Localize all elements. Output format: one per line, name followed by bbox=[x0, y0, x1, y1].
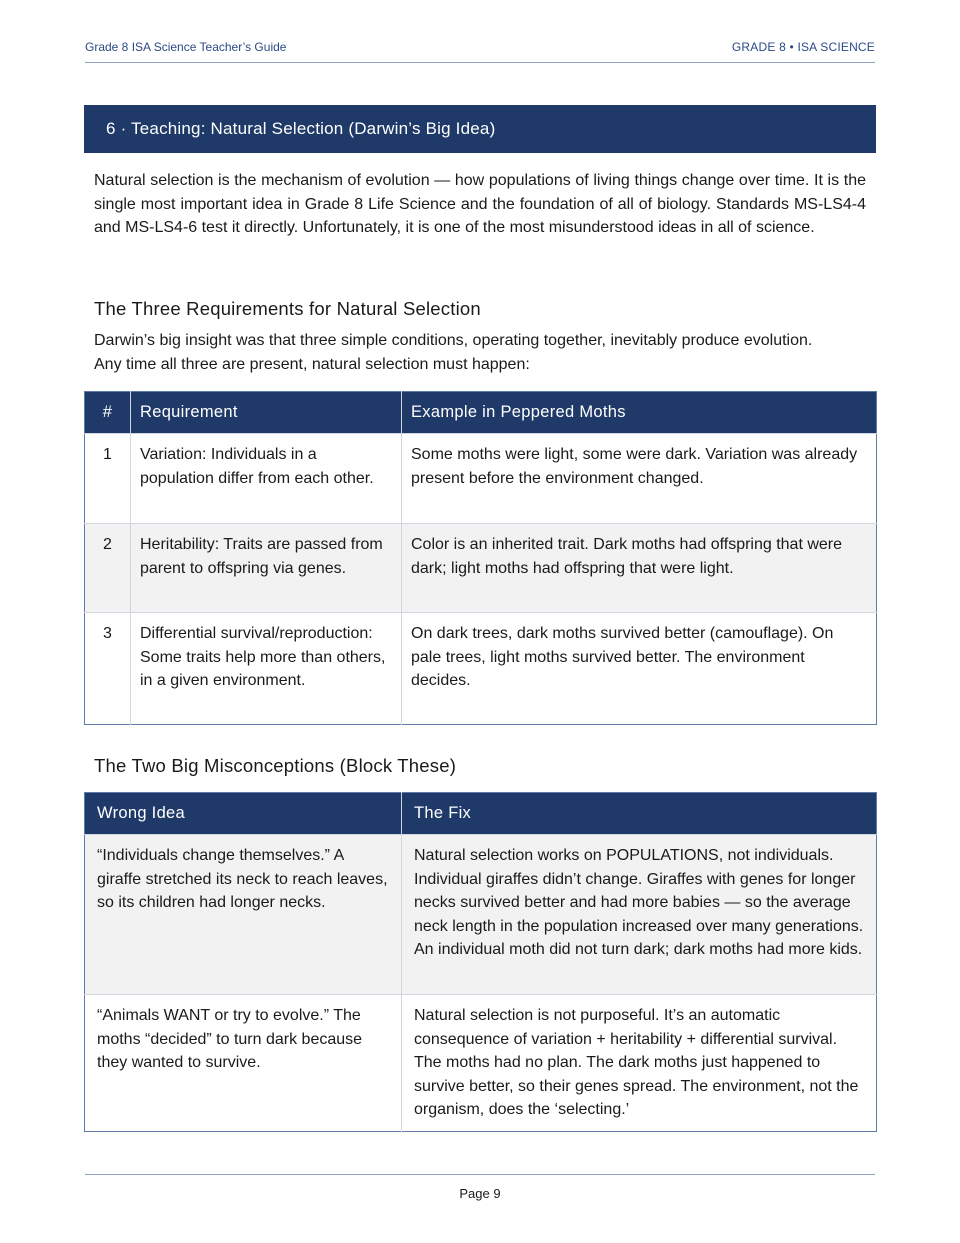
requirements-intro: Darwin’s big insight was that three simple conditions, operating together, inevitably produce evolution. Any time all three are present, natural selection must happen: bbox=[94, 332, 813, 373]
column-header-requirement: Requirement bbox=[131, 392, 402, 434]
example-cell: Color is an inherited trait. Dark moths had offspring that were dark; light moths had offspring that were light. bbox=[402, 524, 877, 613]
row-number: 1 bbox=[85, 434, 131, 524]
column-header-number: # bbox=[85, 392, 131, 434]
misconceptions-table bbox=[84, 792, 877, 1132]
example-cell: On dark trees, dark moths survived better (camouflage). On pale trees, light moths survived better. The environment decides. bbox=[402, 613, 877, 725]
column-header-wrong-idea: Wrong Idea bbox=[85, 793, 402, 835]
fix-cell: Natural selection works on POPULATIONS, not individuals. Individual giraffes didn’t change. Giraffes with genes for longer necks survived better and had more babies — so the average neck length in the population increased over many generations. An individual moth did not turn dark; dark moths had more kids. bbox=[402, 835, 877, 995]
page-header bbox=[85, 38, 875, 63]
requirements-heading: The Three Requirements for Natural Selection bbox=[94, 298, 481, 319]
table-header-row bbox=[85, 392, 877, 434]
example-cell: Some moths were light, some were dark. Variation was already present before the environment changed. bbox=[402, 434, 877, 524]
section-title-banner: 6 · Teaching: Natural Selection (Darwin’s Big Idea) bbox=[84, 105, 876, 153]
requirement-cell: Heritability: Traits are passed from parent to offspring via genes. bbox=[131, 524, 402, 613]
requirement-cell: Differential survival/reproduction: Some traits help more than others, in a given environment. bbox=[131, 613, 402, 725]
column-header-example: Example in Peppered Moths bbox=[402, 392, 877, 434]
guide-title: Grade 8 ISA Science Teacher’s Guide bbox=[85, 40, 287, 54]
fix-cell: Natural selection is not purposeful. It’s an automatic consequence of variation + heritability + differential survival. The moths had no plan. The dark moths just happened to survive better, so their genes spread. The environment, not the organism, does the ‘selecting.’ bbox=[402, 995, 877, 1132]
table-row bbox=[85, 434, 877, 524]
table-row bbox=[85, 995, 877, 1132]
intro-paragraph: Natural selection is the mechanism of evolution — how populations of living things change over time. It is the single most important idea in Grade 8 Life Science and the foundation of all of biology. Standards MS-LS4-4 and MS-LS4-6 test it directly. Unfortunately, it is one of the most misunderstood ideas in all of science. bbox=[94, 172, 866, 236]
row-number: 3 bbox=[85, 613, 131, 725]
row-number: 2 bbox=[85, 524, 131, 613]
grade-label: GRADE 8 • ISA SCIENCE bbox=[731, 40, 875, 54]
page-footer bbox=[85, 1174, 875, 1201]
table-row bbox=[85, 613, 877, 725]
misconceptions-heading: The Two Big Misconceptions (Block These) bbox=[94, 755, 457, 776]
table-row bbox=[85, 835, 877, 995]
wrong-idea-cell: “Animals WANT or try to evolve.” The moths “decided” to turn dark because they wanted to survive. bbox=[85, 995, 402, 1132]
wrong-idea-cell: “Individuals change themselves.” A giraffe stretched its neck to reach leaves, so its children had longer necks. bbox=[85, 835, 402, 995]
requirement-cell: Variation: Individuals in a population differ from each other. bbox=[131, 434, 402, 524]
table-row bbox=[85, 524, 877, 613]
table-header-row bbox=[85, 793, 877, 835]
column-header-fix: The Fix bbox=[402, 793, 877, 835]
requirements-table bbox=[84, 391, 877, 725]
page-number: Page 9 bbox=[459, 1186, 501, 1201]
